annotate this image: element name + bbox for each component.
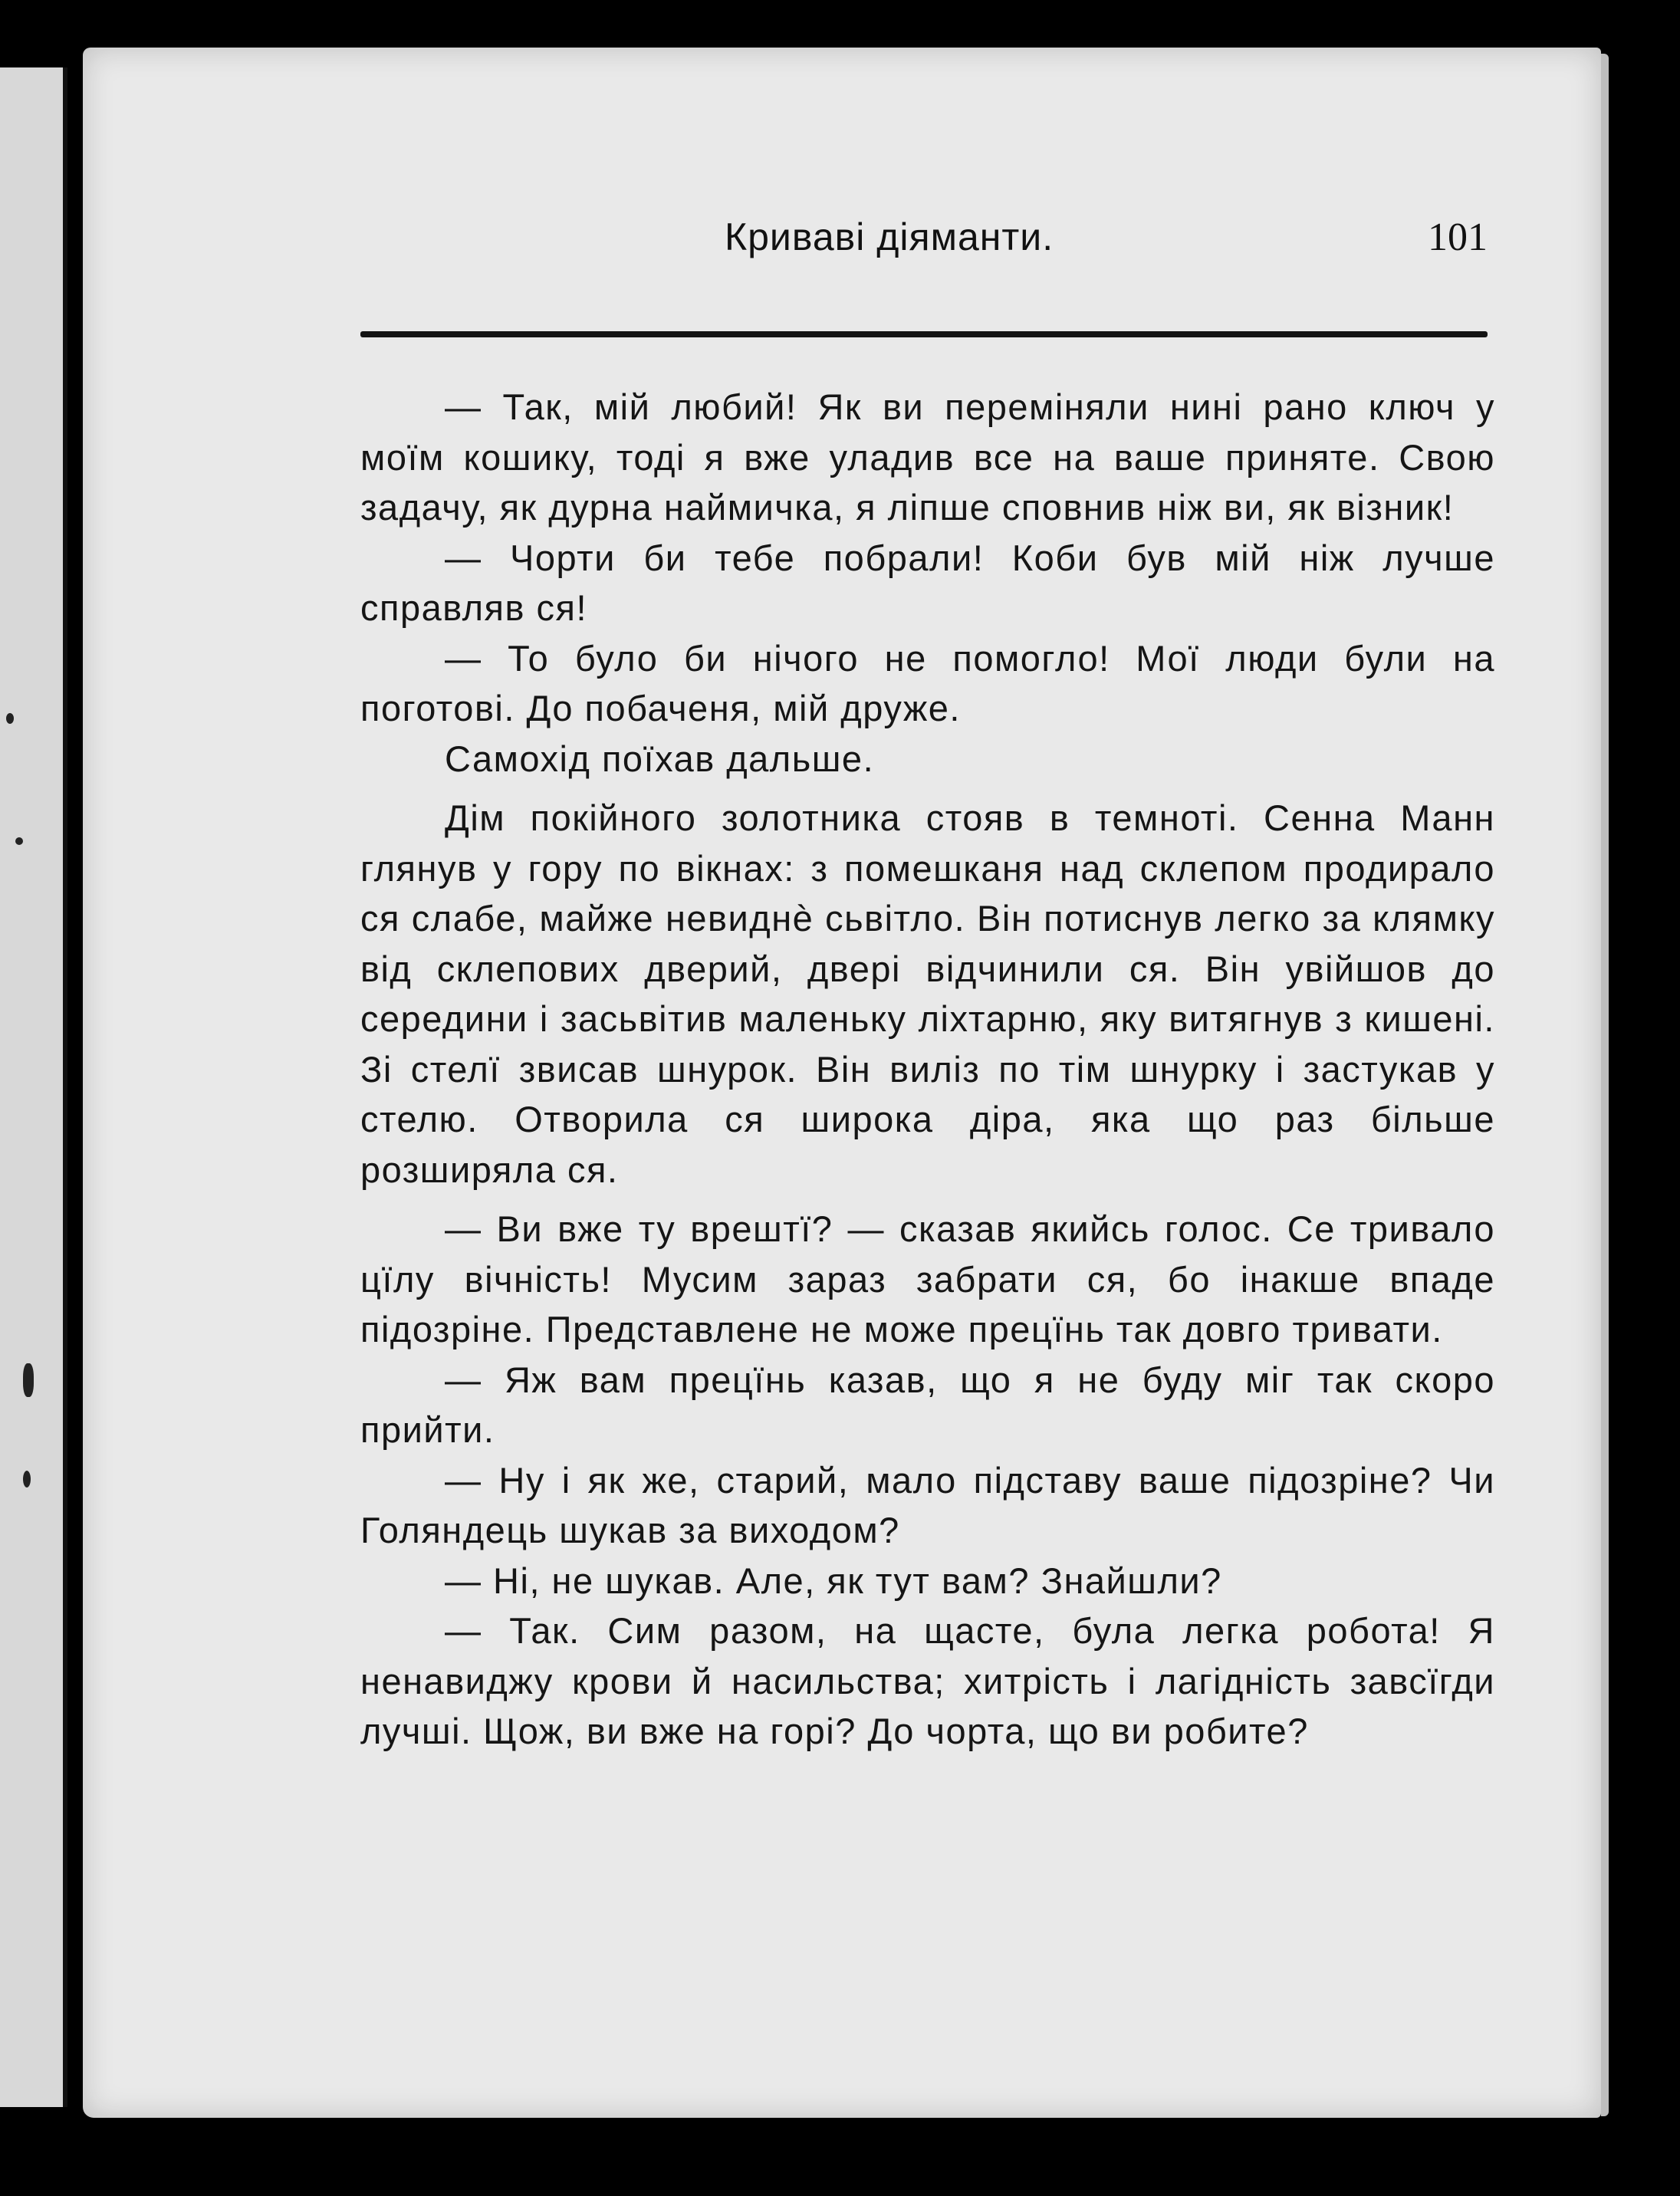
- paragraph: Самохід поїхав дальше.: [445, 738, 875, 779]
- running-header: [276, 215, 1488, 268]
- paragraph: — Яж вам прецїнь казав, що я не буду міг так скоро прийти.: [360, 1359, 1495, 1450]
- paragraph: — Чорти би тебе побрали! Коби був мій ніж лучше справляв ся!: [360, 537, 1495, 628]
- paragraph: — Так. Сим разом, на щасте, була легка робота! Я ненавиджу крови й насильства; хитрість і лагідність завсїгди лучші. Щож, ви вже на горі? До чорта, що ви робите?: [360, 1610, 1495, 1751]
- body-text: [360, 382, 1495, 1757]
- paragraph: — Ну і як же, старий, мало підставу ваше підозріне? Чи Голяндець шукав за виходом?: [360, 1459, 1495, 1550]
- facing-page-edge: [0, 67, 67, 2107]
- running-title: Криваві діяманти.: [725, 215, 1054, 258]
- ink-mark: [6, 713, 14, 724]
- paragraph: — Ні, не шукав. Але, як тут вам? Знайшли?: [445, 1560, 1222, 1601]
- page-number: 101: [1428, 215, 1488, 259]
- header-rule: [360, 331, 1488, 337]
- paragraph: — Так, мій любий! Як ви переміняли нині рано ключ у моїм кошику, тоді я вже уладив все на ваше приняте. Свою задачу, як дурна наймичка, я ліпше сповнив ніж ви, як візник!: [360, 386, 1495, 528]
- paragraph: Дім покійного золотника стояв в темноті. Сенна Манн глянув у гору по вікнах: з помешканя над склепом продирало ся слабе, майже невиднѐ сьвітло. Він потиснув легко за клямку від склепових дверий, двері відчинили ся. Він увійшов до середини і засьвітив маленьку ліхтарню, яку витягнув з кишені. Зі стелї звисав шнурок. Він виліз по тім шнурку і застукав у стелю. Отворила ся широка діра, яка що раз більше розширяла ся.: [360, 797, 1495, 1190]
- ink-mark: [23, 1363, 34, 1397]
- ink-mark: [23, 1471, 31, 1488]
- page-edge-shadow: [1601, 54, 1609, 2116]
- paragraph: — Ви вже ту врештї? — сказав якийсь голос. Се тривало цїлу вічність! Мусим зараз забрати ся, бо інакше впаде підозріне. Представлене не може прецїнь так довго тривати.: [360, 1208, 1495, 1349]
- paragraph: — То було би нічого не помогло! Мої люди були на поготові. До побаченя, мій друже.: [360, 637, 1495, 728]
- ink-mark: [15, 837, 23, 845]
